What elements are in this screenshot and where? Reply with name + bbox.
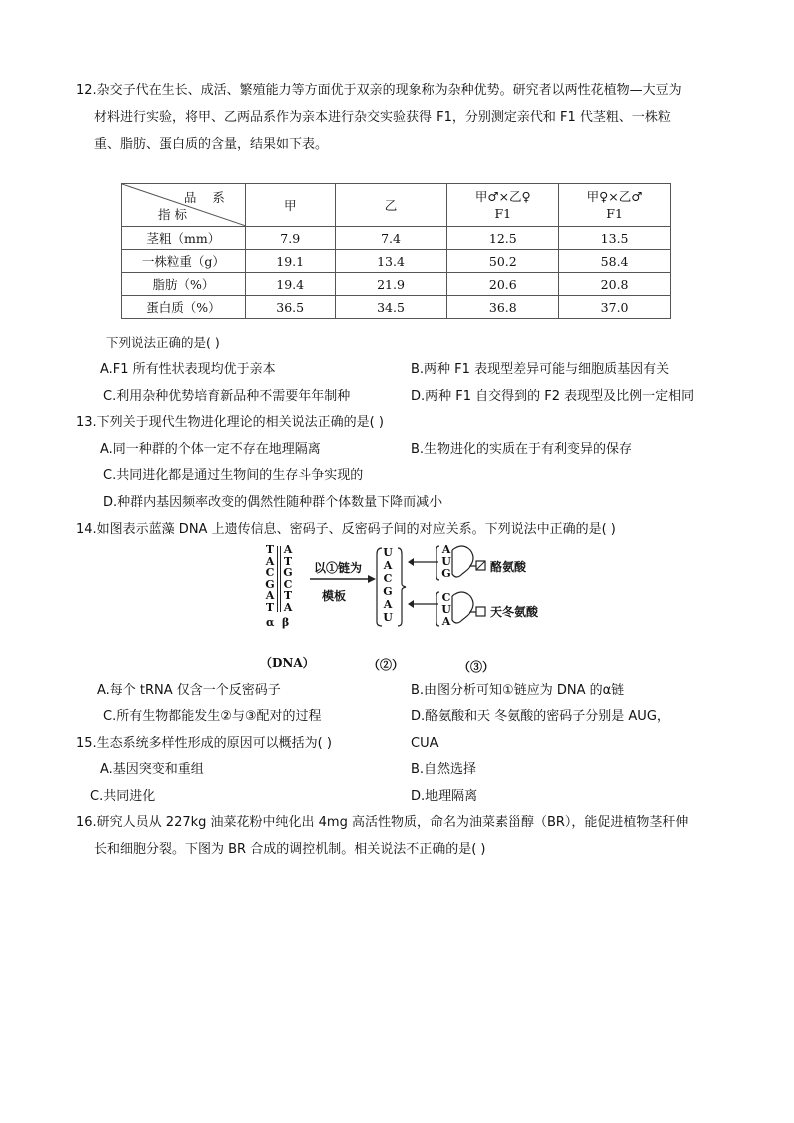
- table-cell: 19.1: [245, 250, 335, 273]
- amino-acid-2: 天冬氨酸: [490, 605, 539, 619]
- header-col4: [559, 184, 671, 227]
- q13-option-c[interactable]: C.共同进化都是通过生物间的生存斗争实现的: [103, 468, 364, 483]
- header-col3: [447, 184, 559, 227]
- q12-data-table: [121, 183, 671, 319]
- table-cell: 37.0: [559, 296, 671, 319]
- header-col3-line2: F1: [494, 206, 512, 221]
- q14-option-b[interactable]: B.由图分析可知①链应为 DNA 的α链: [411, 683, 625, 698]
- left-arrow-icon: [408, 558, 438, 566]
- q14-option-d[interactable]: D.酪氨酸和天 冬氨酸的密码子分别是 AUG，: [411, 709, 670, 724]
- q15-option-c[interactable]: C.共同进化: [90, 789, 156, 804]
- q15-stem: 15.生态系统多样性形成的原因可以概括为( ): [76, 736, 332, 751]
- q12-option-b[interactable]: B.两种 F1 表现型差异可能与细胞质基因有关: [411, 362, 670, 377]
- q12-stem-line2: 材料进行实验，将甲、乙两品系作为亲本进行杂交实验获得 F1，分别测定亲代和 F1 代茎粗、一株粒: [94, 110, 671, 125]
- q13-option-b[interactable]: B.生物进化的实质在于有利变异的保存: [411, 442, 633, 457]
- label-beta: β: [282, 616, 290, 629]
- table-corner-cell: [122, 184, 246, 227]
- table-cell: 20.8: [559, 273, 671, 296]
- row-label: 蛋白质（%）: [122, 296, 246, 319]
- table-cell: 36.5: [245, 296, 335, 319]
- q14-figure: [262, 544, 582, 674]
- table-cell: 21.9: [335, 273, 447, 296]
- q12-stem-line1: 12.杂交子代在生长、成活、繁殖能力等方面优于双亲的现象称为杂种优势。研究者以两性花植物—大豆为: [76, 83, 682, 98]
- table-cell: 19.4: [245, 273, 335, 296]
- left-arrow-icon: [408, 600, 438, 608]
- mrna-sequence: U A C G A U: [383, 546, 393, 624]
- header-col4-line2: F1: [606, 206, 623, 221]
- right-arrow-icon: [310, 574, 376, 584]
- q15-option-b[interactable]: B.自然选择: [411, 762, 477, 777]
- table-cell: 7.4: [335, 227, 447, 250]
- label-3: （③）: [458, 660, 495, 674]
- q14-option-c[interactable]: C.所有生物都能发生②与③配对的过程: [103, 709, 322, 724]
- table-row: [122, 250, 671, 273]
- table-cell: 12.5: [447, 227, 559, 250]
- table-cell: 36.8: [447, 296, 559, 319]
- table-row: [122, 273, 671, 296]
- label-dna: （DNA）: [260, 656, 315, 670]
- q14-stem: 14.如图表示蓝藻 DNA 上遗传信息、密码子、反密码子间的对应关系。下列说法中正确的是( ): [76, 522, 616, 537]
- dna-strand-alpha: T A C G A T: [265, 543, 275, 614]
- header-col4-line1: 甲♀×乙♂: [586, 189, 643, 204]
- q12-option-c[interactable]: C.利用杂种优势培育新品种不需要年年制种: [103, 389, 351, 404]
- table-row: [122, 296, 671, 319]
- q12-option-a[interactable]: A.F1 所有性状表现均优于亲本: [100, 362, 276, 377]
- q16-stem-line1: 16.研究人员从 227kg 油菜花粉中纯化出 4mg 高活性物质，命名为油菜素甾醇（BR），能促进植物茎秆伸: [76, 815, 689, 830]
- table-cell: 58.4: [559, 250, 671, 273]
- label-2: （②）: [368, 658, 405, 672]
- row-label: 茎粗（mm）: [122, 227, 246, 250]
- table-header-row: [122, 184, 671, 227]
- row-label: 一株粒重（g）: [122, 250, 246, 273]
- arrow-text-2: 模板: [322, 589, 347, 603]
- q16-stem-line2: 长和细胞分裂。下图为 BR 合成的调控机制。相关说法不正确的是( ): [94, 842, 486, 857]
- corner-top-label: 品 系: [183, 190, 231, 205]
- q15-option-d[interactable]: D.地理隔离: [411, 789, 478, 804]
- table-cell: 20.6: [447, 273, 559, 296]
- q13-option-d[interactable]: D.种群内基因频率改变的偶然性随种群个体数量下降而减小: [103, 495, 443, 510]
- q12-prompt: 下列说法正确的是( ): [106, 335, 220, 350]
- header-col3-line1: 甲♂×乙♀: [474, 189, 531, 204]
- row-label: 脂肪（%）: [122, 273, 246, 296]
- corner-bottom-label: 指标: [158, 207, 192, 222]
- header-col2: 乙: [335, 184, 447, 227]
- label-alpha: α: [266, 616, 275, 629]
- q13-stem: 13.下列关于现代生物进化理论的相关说法正确的是( ): [76, 415, 384, 430]
- table-row: [122, 227, 671, 250]
- q12-option-d[interactable]: D.两种 F1 自交得到的 F2 表现型及比例一定相同: [411, 389, 695, 404]
- dna-strand-beta: A T G C T A: [283, 543, 293, 614]
- q15-option-a[interactable]: A.基因突变和重组: [100, 762, 204, 777]
- trna2-anticodon: C U A: [441, 591, 451, 628]
- table-cell: 13.4: [335, 250, 447, 273]
- amino-acid-1: 酪氨酸: [490, 560, 527, 574]
- table-cell: 34.5: [335, 296, 447, 319]
- table-cell: 7.9: [245, 227, 335, 250]
- header-col1: 甲: [245, 184, 335, 227]
- q14-option-a[interactable]: A.每个 tRNA 仅含一个反密码子: [97, 683, 281, 698]
- table-cell: 50.2: [447, 250, 559, 273]
- q12-stem-line3: 重、脂肪、蛋白质的含量，结果如下表。: [94, 137, 329, 152]
- dna-backbone-lines: [277, 546, 281, 612]
- arrow-text-1: 以①链为: [314, 561, 363, 575]
- table-cell: 13.5: [559, 227, 671, 250]
- trna1-anticodon: A U G: [441, 543, 451, 580]
- q13-option-a[interactable]: A.同一种群的个体一定不存在地理隔离: [100, 442, 321, 457]
- q14-option-d-continued: CUA: [411, 736, 439, 751]
